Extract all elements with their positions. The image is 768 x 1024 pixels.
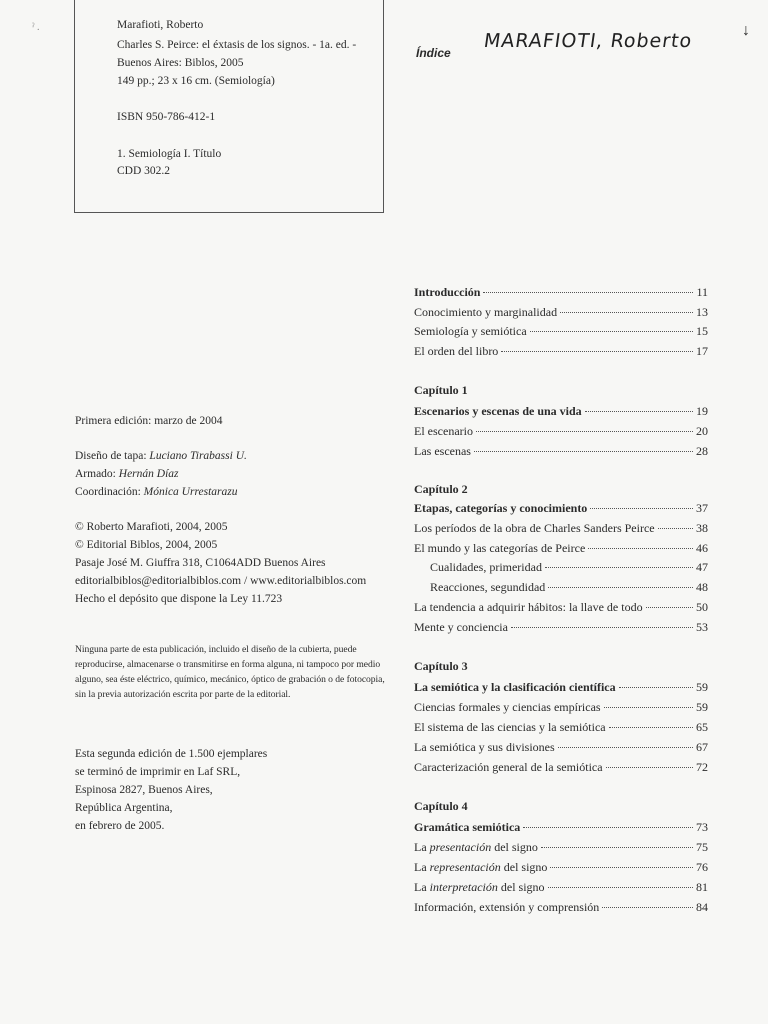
toc-entry [414,423,708,439]
toc-entry [414,520,708,536]
catalog-cdd: CDD 302.2 [117,165,171,177]
toc-entry [414,619,708,635]
toc-entry [414,859,708,875]
toc-leader [548,586,693,588]
cover-design-label: Diseño de tapa: [75,450,150,462]
coordination [75,484,237,500]
colophon-line: se terminó de imprimir en Laf SRL, [75,766,241,778]
publisher-address: Pasaje José M. Giuffra 318, C1064ADD Buenos Aires [75,557,326,569]
toc-page: 84 [696,900,708,914]
index-title: Índice [416,46,451,60]
toc-title: Escenarios y escenas de una vida [414,404,582,418]
toc-entry [414,899,708,915]
toc-leader [483,291,693,293]
toc-page: 73 [696,820,708,834]
toc-leader [511,626,693,628]
copyright-author: © Roberto Marafioti, 2004, 2005 [75,521,228,533]
toc-page: 48 [696,580,708,594]
catalog-subject: 1. Semiología I. Título [117,148,222,160]
toc-leader [658,527,693,529]
toc-title [414,839,538,855]
toc-entry [414,500,708,516]
toc-leader [523,826,693,828]
toc-page: 46 [696,541,708,555]
toc-page: 13 [696,305,708,319]
toc-entry [414,443,708,459]
assembly-label: Armado: [75,468,119,480]
toc-page: 59 [696,700,708,714]
toc-leader [476,430,693,432]
toc-title: Ciencias formales y ciencias empíricas [414,700,601,714]
chapter-heading: Capítulo 1 [414,383,468,397]
toc-leader [602,906,693,908]
toc-title: El mundo y las categorías de Peirce [414,541,586,555]
toc-title-em: interpretación [429,880,498,894]
toc-title: El escenario [414,424,473,438]
assembly [75,466,179,482]
toc-entry [414,759,708,775]
colophon-line: Esta segunda edición de 1.500 ejemplares [75,748,268,760]
toc-page: 15 [696,324,708,338]
toc-title [414,879,545,895]
toc-leader [550,866,693,868]
toc-page: 67 [696,740,708,754]
toc-title-pre: La [414,860,430,874]
toc-title-em: presentación [429,840,492,854]
toc-page: 38 [696,521,708,535]
toc-title-pre: La [414,840,430,854]
toc-leader [530,330,693,332]
corner-mark-icon: ↓ [742,22,750,39]
toc-entry [414,304,708,320]
toc-title: Etapas, categorías y conocimiento [414,501,588,515]
toc-entry [414,323,708,339]
catalog-physical: 149 pp.; 23 x 16 cm. (Semiología) [117,75,275,87]
toc-title-pre: La [414,880,430,894]
toc-page: 28 [696,444,708,458]
toc-title: Mente y conciencia [414,620,508,634]
toc-page: 20 [696,424,708,438]
toc-leader [560,311,693,313]
toc-title: Semiología y semiótica [414,324,527,338]
toc-leader [606,766,693,768]
toc-title-post: del signo [497,880,545,894]
toc-page: 19 [696,404,708,418]
toc-leader [541,846,693,848]
toc-entry [414,719,708,735]
toc-page: 81 [696,880,708,894]
toc-page: 50 [696,600,708,614]
toc-entry [414,343,708,359]
toc-title [414,859,547,875]
coordination-name: Mónica Urrestarazu [143,486,238,498]
colophon-line: en febrero de 2005. [75,820,165,832]
coordination-label: Coordinación: [75,486,144,498]
toc-title: El orden del libro [414,344,499,358]
toc-title: Conocimiento y marginalidad [414,305,558,319]
toc-leader [558,746,693,748]
toc-page: 65 [696,720,708,734]
toc-page: 17 [696,344,708,358]
cover-design-name: Luciano Tirabassi U. [149,450,247,462]
toc-title: La semiótica y sus divisiones [414,740,555,754]
catalog-publisher: Buenos Aires: Biblos, 2005 [117,57,244,69]
toc-page: 76 [696,860,708,874]
chapter-heading: Capítulo 4 [414,799,468,813]
rights-notice: Ninguna parte de esta publicación, incluido el diseño de la cubierta, puede reproducirse, almacenarse o transmitirse en forma alguna, ni tampoco por medio alguno, sea éste eléctrico, químico, mecánico, óptico de grabación o de fotocopia, sin la previa autorización escrita por parte de la editorial. [75,644,385,700]
handwritten-note: MARAFIOTI, Roberto [482,30,694,52]
toc-title: Introducción [414,285,481,299]
toc-title: La tendencia a adquirir hábitos: la llave de todo [414,600,643,614]
toc-leader [604,706,693,708]
toc-leader [609,726,693,728]
chapter-heading: Capítulo 2 [414,482,468,496]
colophon-line: Espinosa 2827, Buenos Aires, [75,784,213,796]
toc-title: Los períodos de la obra de Charles Sanders Peirce [414,521,655,535]
toc-leader [590,507,693,509]
chapter-heading: Capítulo 3 [414,659,468,673]
toc-entry [414,679,708,695]
toc-title: Las escenas [414,444,471,458]
colophon-line: República Argentina, [75,802,173,814]
toc-title: Cualidades, primeridad [430,560,542,574]
assembly-name: Hernán Díaz [118,468,179,480]
toc-leader [548,886,693,888]
toc-page: 47 [696,560,708,574]
toc-leader [585,410,693,412]
toc-entry [430,579,708,595]
toc-title-post: del signo [491,840,538,854]
toc-title-em: representación [429,860,501,874]
toc-page: 59 [696,680,708,694]
toc-entry [414,819,708,835]
toc-page: 72 [696,760,708,774]
toc-title-post: del signo [500,860,548,874]
toc-leader [501,350,693,352]
toc-title: La semiótica y la clasificación científica [414,680,616,694]
toc-entry [430,559,708,575]
toc-title: Reacciones, segundidad [430,580,546,594]
copyright-publisher: © Editorial Biblos, 2004, 2005 [75,539,218,551]
toc-entry [414,839,708,855]
toc-leader [646,606,693,608]
toc-page: 53 [696,620,708,634]
catalog-title: Charles S. Peirce: el éxtasis de los signos. - 1a. ed. - [117,39,357,51]
toc-page: 11 [696,285,708,299]
toc-title: Gramática semiótica [414,820,521,834]
toc-entry [414,699,708,715]
publisher-contact: editorialbiblos@editorialbiblos.com / www.editorialbiblos.com [75,575,367,587]
toc-entry [414,284,708,300]
toc-entry [414,739,708,755]
first-edition: Primera edición: marzo de 2004 [75,415,223,427]
legal-deposit: Hecho el depósito que dispone la Ley 11.723 [75,593,283,605]
toc-entry [414,403,708,419]
toc-title: Caracterización general de la semiótica [414,760,603,774]
scan-mark: ˀ . [32,22,40,33]
catalog-isbn: ISBN 950-786-412-1 [117,111,216,123]
toc-leader [619,686,693,688]
toc-leader [588,547,693,549]
toc-page: 37 [696,501,708,515]
toc-entry [414,599,708,615]
cover-design [75,448,247,464]
toc-page: 75 [696,840,708,854]
toc-leader [474,450,693,452]
catalog-author: Marafioti, Roberto [117,19,204,31]
toc-leader [545,566,693,568]
toc-entry [414,540,708,556]
toc-title: Información, extensión y comprensión [414,900,600,914]
toc-title: El sistema de las ciencias y la semiótica [414,720,606,734]
toc-entry [414,879,708,895]
